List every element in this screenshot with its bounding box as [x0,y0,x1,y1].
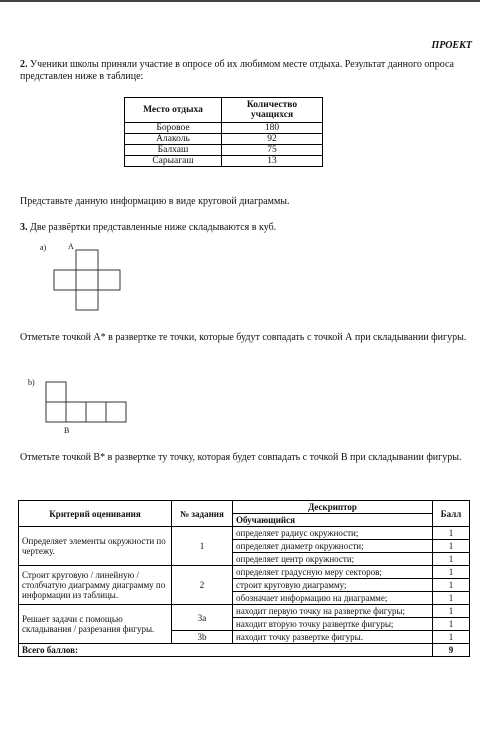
rubric-descriptor: определяет радиус окружности; [233,527,433,540]
rubric-criterion: Определяет элементы окружности по чертежу. [19,527,172,566]
survey-place: Алаколь [125,134,222,145]
survey-place: Сарыагаш [125,156,222,167]
rubric-descriptor: находит первую точку на развертке фигуры; [233,605,433,618]
task3-text [20,222,472,234]
assessment-rubric-table [18,500,470,657]
rubric-learner-label: Обучающийся [233,514,433,527]
cube-net-b [44,380,144,428]
table-row [125,134,323,145]
rubric-task-number: 3a [172,605,233,631]
rubric-header-score: Балл [433,501,470,527]
rubric-criterion: Строит круговую / линейную / столбчатую диаграмму диаграмму по информации из таблицы. [19,566,172,605]
rubric-score: 1 [433,540,470,553]
table-row [19,527,470,540]
task3-question: Две развёртки представленные ниже складываются в куб. [30,222,277,233]
rubric-total-label: Всего баллов: [19,644,433,657]
task2-instruction: Представьте данную информацию в виде круговой диаграммы. [20,196,290,207]
task3a-instruction: Отметьте точкой А* в развертке те точки, которые будут совпадать с точкой А при складывании фигуры. [20,332,467,343]
survey-count: 13 [222,156,323,167]
table-row [19,605,470,618]
rubric-score: 1 [433,631,470,644]
rubric-score: 1 [433,553,470,566]
survey-place: Балхаш [125,145,222,156]
survey-count: 180 [222,123,323,134]
table-row [125,123,323,134]
survey-count: 92 [222,134,323,145]
table-row [125,156,323,167]
rubric-descriptor: находит точку развертке фигуры. [233,631,433,644]
task3-number: 3. [20,222,28,233]
net-b-label: b) [28,378,35,387]
rubric-descriptor: находит вторую точку развертке фигуры; [233,618,433,631]
cube-net-a [50,246,140,316]
task2-question: Ученики школы приняли участие в опросе об их любимом месте отдыха. Результат данного опроса представлен ниже в таблице: [20,59,454,82]
rubric-task-number: 2 [172,566,233,605]
rubric-score: 1 [433,592,470,605]
survey-header-place: Место отдыха [125,98,222,123]
rubric-task-number: 3b [172,631,233,644]
table-row [19,644,470,657]
rubric-total-score: 9 [433,644,470,657]
rubric-score: 1 [433,618,470,631]
rubric-descriptor: определяет градусную меру секторов; [233,566,433,579]
rubric-descriptor: строит круговую диаграмму; [233,579,433,592]
task2-text [20,59,472,83]
survey-header-count: Количество учащихся [222,98,323,123]
rubric-task-number: 1 [172,527,233,566]
task2-number: 2. [20,59,28,70]
top-border-line [0,0,480,2]
table-row [125,145,323,156]
survey-table [124,97,323,167]
survey-count: 75 [222,145,323,156]
net-a-point-label: А [68,242,74,251]
table-row [19,566,470,579]
net-a-label: а) [40,243,47,252]
rubric-criterion: Решает задачи с помощью складывания / разрезания фигуры. [19,605,172,644]
rubric-descriptor: обозначает информацию на диаграмме; [233,592,433,605]
rubric-descriptor: определяет центр окружности; [233,553,433,566]
survey-place: Боровое [125,123,222,134]
rubric-header-task: № задания [172,501,233,527]
rubric-header-criterion: Критерий оценивания [19,501,172,527]
net-b-point-label: В [64,426,70,435]
rubric-descriptor: определяет диаметр окружности; [233,540,433,553]
rubric-score: 1 [433,527,470,540]
rubric-score: 1 [433,579,470,592]
task3b-instruction: Отметьте точкой В* в развертке ту точку, которая будет совпадать с точкой В при складывании фигуры. [20,452,462,463]
document-tag: ПРОЕКТ [431,40,472,51]
rubric-score: 1 [433,566,470,579]
rubric-header-descriptor: Дескриптор [233,501,433,514]
rubric-score: 1 [433,605,470,618]
